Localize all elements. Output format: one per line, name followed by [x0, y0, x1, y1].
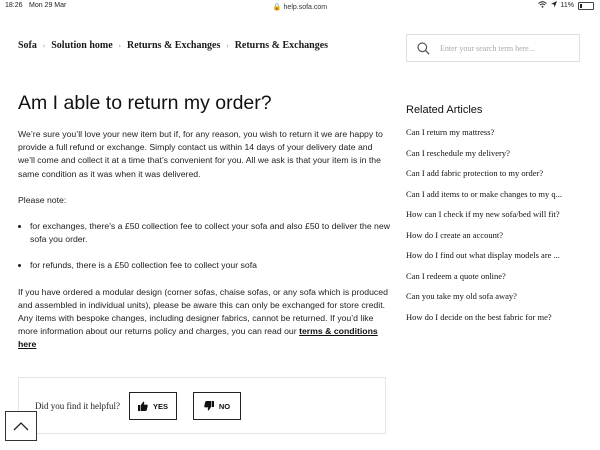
- article-title: Am I able to return my order?: [18, 92, 272, 114]
- related-article-link[interactable]: Can I return my mattress?: [406, 127, 495, 137]
- breadcrumb-returns-exchanges-category[interactable]: Returns & Exchanges: [127, 40, 221, 51]
- search-box: [406, 34, 580, 62]
- related-article-link[interactable]: Can I add items to or make changes to my q...: [406, 188, 563, 199]
- related-article-link[interactable]: Can I add fabric protection to my order?: [406, 168, 544, 178]
- feedback-box: [18, 377, 386, 434]
- search-input[interactable]: [438, 43, 572, 54]
- breadcrumb-solution-home[interactable]: Solution home: [51, 40, 113, 51]
- address-bar[interactable]: [0, 3, 600, 11]
- related-articles-heading: Related Articles: [406, 104, 483, 116]
- chevron-right-icon: ›: [118, 41, 121, 50]
- search-icon[interactable]: [417, 42, 430, 55]
- no-button[interactable]: [193, 392, 241, 420]
- related-article-link[interactable]: How do I create an account?: [406, 229, 503, 240]
- back-to-top-button[interactable]: [5, 411, 37, 441]
- related-article-link[interactable]: How can I check if my new sofa/bed will fit?: [406, 209, 560, 219]
- no-label: NO: [218, 401, 231, 411]
- modular-paragraph: [18, 286, 390, 352]
- related-article-link[interactable]: How do I find out what display models are ...: [406, 250, 560, 260]
- article-intro: We’re sure you’ll love your new item but if, for any reason, you wish to return it we are happy to provide a full refund or exchange. Simply contact us within 14 days of your delivery date and we’ll come and collect it at a time that’s convenient for you. All we ask is that your item is in the same condition as it was when it was delivered.: [18, 129, 383, 179]
- status-date: Mon 29 Mar: [29, 2, 67, 9]
- status-bar: [0, 0, 600, 13]
- related-article-link[interactable]: Can I redeem a quote online?: [406, 270, 506, 281]
- feedback-question: Did you find it helpful?: [35, 401, 120, 411]
- battery-icon: [578, 2, 594, 10]
- address-url: help.sofa.com: [283, 4, 328, 11]
- wifi-icon: [538, 1, 547, 10]
- article-body: [18, 128, 390, 365]
- location-icon: [551, 1, 557, 10]
- chevron-right-icon: ›: [226, 41, 229, 50]
- battery-percent: 11%: [560, 2, 574, 9]
- thumbs-down-icon: [204, 401, 214, 411]
- chevron-up-icon: [13, 421, 29, 431]
- related-article-link[interactable]: Can you take my old sofa away?: [406, 291, 517, 301]
- breadcrumb-sofa[interactable]: Sofa: [18, 40, 37, 51]
- related-article-link[interactable]: Can I reschedule my delivery?: [406, 147, 510, 158]
- related-article-link[interactable]: How do I decide on the best fabric for me?: [406, 311, 552, 322]
- note-label: Please note:: [18, 194, 67, 205]
- note-item-exchanges: • for exchanges, there's a £50 collection fee to collect your sofa and also £50 to deliver the new sofa you order.: [30, 220, 390, 246]
- chevron-right-icon: ›: [42, 41, 46, 50]
- note-list: [18, 220, 390, 273]
- yes-label: YES: [152, 401, 168, 411]
- thumbs-up-icon: [138, 401, 148, 411]
- status-time: 18:26: [5, 2, 23, 9]
- lock-icon: 🔒: [272, 4, 282, 11]
- modular-text: If you have ordered a modular design (corner sofas, chaise sofas, or any sofa which is produced and assembled in individual units), please be aware this can only be exchanged for store credit. Any items with bespoke changes, including designer fabrics, cannot be returned. If you’d like more information about our returns policy and charges, you can read our: [18, 286, 388, 337]
- related-articles-list: [406, 126, 582, 331]
- yes-button[interactable]: [129, 392, 177, 420]
- terms-link[interactable]: terms & conditions here: [18, 326, 378, 350]
- note-item-refunds: • for refunds, there is a £50 collection fee to collect your sofa: [30, 259, 390, 272]
- breadcrumb-returns-exchanges-folder[interactable]: Returns & Exchanges: [234, 40, 329, 51]
- breadcrumb: [18, 40, 328, 51]
